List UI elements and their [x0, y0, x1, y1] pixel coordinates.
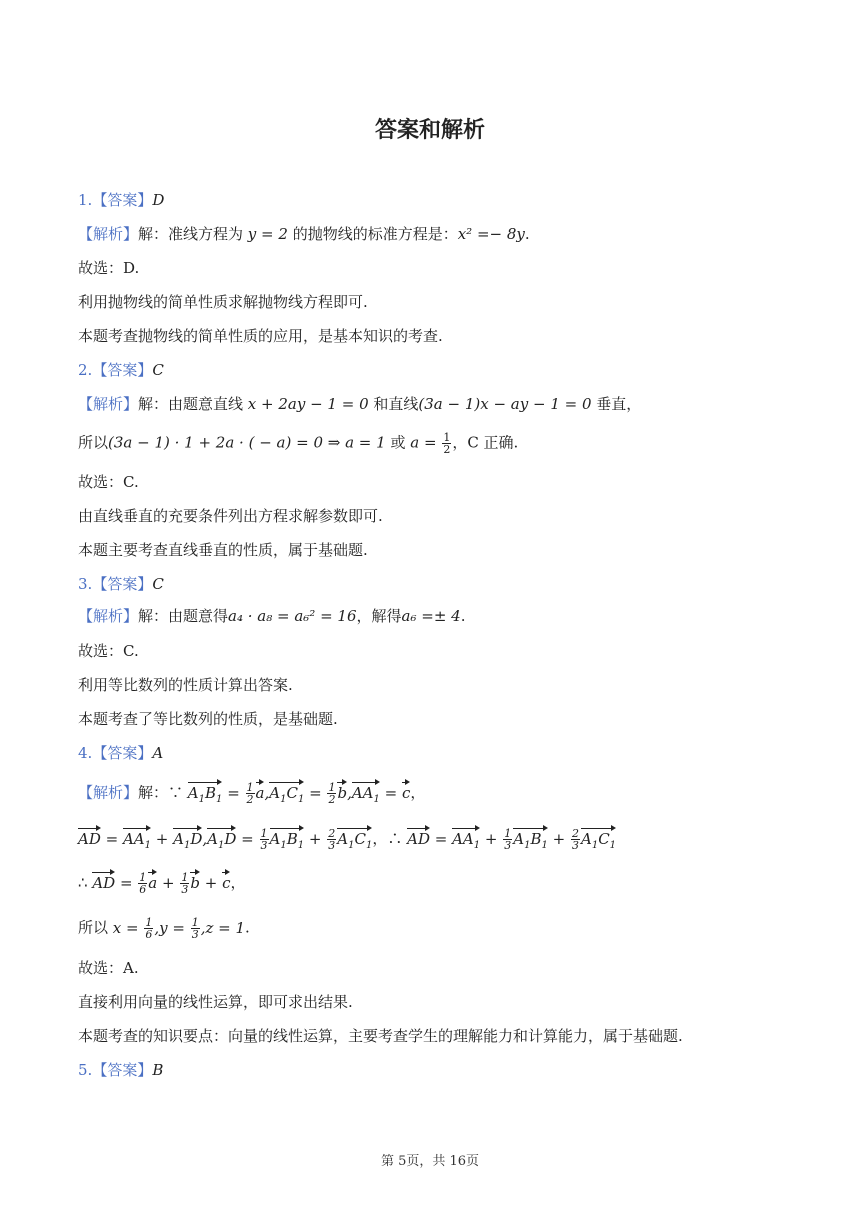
q1-comment: 本题考查抛物线的简单性质的应用，是基本知识的考查.: [78, 327, 443, 345]
q1-eq2: x² =− 8y: [457, 225, 525, 243]
q3-eq1: a₄ · a₈ = a₆² = 16: [228, 607, 357, 625]
q2-answer-line: [78, 360, 164, 380]
q1-analysis: 利用抛物线的简单性质求解抛物线方程即可.: [78, 293, 368, 311]
q4-line2-therefore: ，∴: [372, 829, 408, 848]
q1-eq1: y = 2: [247, 225, 288, 243]
q4-vector-eq-4: AD = $\frac{1}{6}$ a + $\frac{1}{3}$ b + c: [92, 871, 231, 896]
q2-line2-pre: 所以: [78, 433, 109, 452]
q3-choose: 故选：C.: [78, 642, 139, 660]
q3-solution-end: .: [460, 607, 466, 625]
q2-derivation-line: [78, 432, 518, 455]
q3-solution-mid: ，解得: [356, 607, 402, 625]
q2-analysis: 由直线垂直的充要条件列出方程求解参数即可.: [78, 507, 383, 525]
q4-comment: 本题考查的知识要点：向量的线性运算，主要考查学生的理解能力和计算能力，属于基础题.: [78, 1027, 683, 1045]
q4-vector-eq-3: AD = $AA_1$ + $\frac{1}{3}$ $A_1B_1$ + $\frac{2}{3}$ $A_1C_1$: [407, 830, 616, 848]
q3-answer-tag: 【答案】: [92, 575, 153, 593]
q4-choose: 故选：A.: [78, 959, 139, 977]
q2-eq2: (3a − 1)x − ay − 1 = 0: [418, 395, 592, 413]
q2-solution-line: [78, 394, 641, 414]
q4-line4-end: .: [245, 918, 250, 937]
q4-line4-pre: 所以: [78, 918, 113, 937]
q3-analysis: 利用等比数列的性质计算出答案.: [78, 676, 293, 694]
q1-solution-end: .: [524, 225, 530, 243]
q4-number: 4.: [78, 744, 93, 762]
q1-number: 1.: [78, 191, 93, 209]
q1-answer-line: [78, 190, 164, 210]
q2-choose: 故选：C.: [78, 473, 139, 491]
q4-vector-line-2: [78, 828, 616, 856]
q2-fraction-denominator: 2: [443, 443, 451, 456]
q1-solution-tag: 【解析】: [78, 225, 139, 243]
q3-eq2: a₆ =± 4: [401, 607, 461, 625]
q4-vector-eq-1: $A_1B_1$ = $\frac{1}{2}$ $a,A_1C_1$ = $\frac{1}{2}$ $b,AA_1 = c$: [188, 784, 411, 802]
q1-answer-value: D: [152, 191, 165, 209]
q3-solution-tag: 【解析】: [78, 607, 139, 625]
q1-solution-pre: 解：准线方程为: [138, 225, 248, 243]
q4-solution-line: [78, 782, 425, 810]
q2-solution-pre: 解：由题意直线: [138, 395, 248, 413]
q5-answer-tag: 【答案】: [92, 1061, 153, 1079]
q4-answer-tag: 【答案】: [92, 744, 153, 762]
q4-answer-line: [78, 743, 163, 763]
page-footer: 第 5页，共 16页: [380, 1154, 480, 1169]
q2-answer-tag: 【答案】: [92, 361, 153, 379]
q5-number: 5.: [78, 1061, 93, 1079]
q2-solution-tag: 【解析】: [78, 395, 139, 413]
q1-answer-tag: 【答案】: [92, 191, 153, 209]
q3-answer-value: C: [152, 575, 164, 593]
q3-solution-pre: 解：由题意得: [138, 607, 229, 625]
q2-comment: 本题主要考查直线垂直的性质，属于基础题.: [78, 541, 368, 559]
q4-analysis: 直接利用向量的线性运算，即可求出结果.: [78, 993, 353, 1011]
q1-choose: 故选：D.: [78, 259, 140, 277]
q5-answer-value: B: [152, 1061, 164, 1079]
q2-fraction-numerator: 1: [443, 431, 451, 444]
q5-answer-line: [78, 1060, 163, 1080]
q4-vector-line-3: [78, 872, 245, 895]
q2-line2-a: a =: [410, 433, 437, 452]
q2-solution-end: 垂直，: [591, 395, 642, 413]
q4-solution-tag: 【解析】: [78, 783, 139, 802]
q3-number: 3.: [78, 575, 93, 593]
q2-answer-value: C: [152, 361, 164, 379]
q2-line2-end: ，C 正确.: [452, 433, 519, 452]
page-title: 答案和解析: [374, 118, 485, 143]
q3-comment: 本题考查了等比数列的性质，是基础题.: [78, 710, 338, 728]
q4-vector-eq-2: AD = $AA_1 + A_1D,A_1D$ = $\frac{1}{3}$ $A_1B_1$ + $\frac{2}{3}$ $A_1C_1$: [78, 830, 372, 848]
q2-fraction: [442, 432, 451, 455]
q2-eq1: x + 2ay − 1 = 0: [247, 395, 369, 413]
q1-solution-mid: 的抛物线的标准方程是：: [287, 225, 458, 243]
q4-line3-end: ，: [230, 873, 246, 892]
q1-solution-line: [78, 224, 530, 244]
q4-solution-pre: 解：∵: [138, 783, 188, 802]
q2-number: 2.: [78, 361, 93, 379]
q4-result-line: [78, 917, 250, 940]
q3-solution-line: [78, 606, 466, 626]
q2-solution-mid: 和直线: [368, 395, 419, 413]
q4-line3-pre: ∴: [78, 873, 93, 892]
q4-result-eq: x = $\frac{1}{6}$ ,y = $\frac{1}{3}$ ,z = 1: [112, 916, 246, 941]
q3-answer-line: [78, 574, 164, 594]
q4-line1-end: ，: [410, 783, 426, 802]
q2-line2-or: 或: [385, 433, 411, 452]
q2-line2-eq: (3a − 1) · 1 + 2a · ( − a) = 0 ⇒ a = 1: [108, 433, 386, 452]
q4-answer-value: A: [152, 744, 164, 762]
